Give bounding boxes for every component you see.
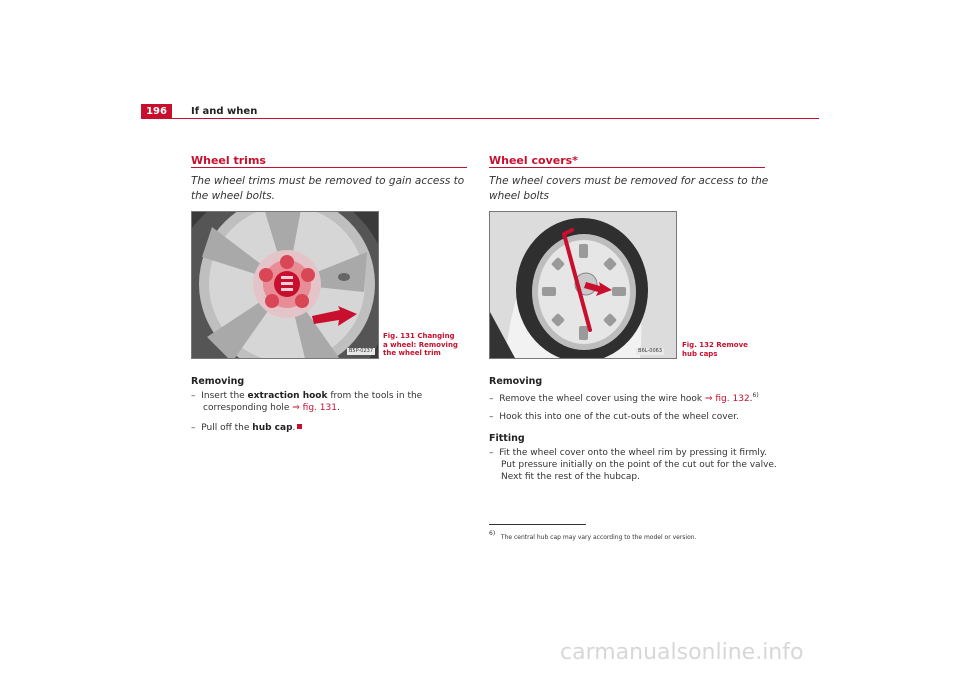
figure-code: B5P-0237 xyxy=(348,348,373,354)
fitting-heading: Fitting xyxy=(489,433,525,444)
figure-link[interactable]: ⇒ fig. 132 xyxy=(704,394,750,404)
section-heading-wheel-trims: Wheel trims xyxy=(191,154,266,167)
page-number: 196 xyxy=(141,104,172,119)
instruction-step: – Pull off the hub cap. xyxy=(191,422,478,434)
section-heading-wheel-covers: Wheel covers* xyxy=(489,154,578,167)
watermark: carmanualsonline.info xyxy=(560,640,804,665)
removing-heading: Removing xyxy=(191,376,245,387)
figure-caption: Fig. 131 Changing a wheel: Removing the wheel trim xyxy=(383,332,458,357)
section-rule xyxy=(489,167,765,168)
figure-code: B6L-0063 xyxy=(638,348,662,354)
figure-caption: Fig. 132 Remove hub caps xyxy=(682,341,748,358)
instruction-step: – Fit the wheel cover onto the wheel rim by pressing it firmly. Put pressure initially on the point of the cut out for the valve. Next fit the rest of the hubcap. xyxy=(489,448,777,482)
instruction-step: – Insert the extraction hook from the tools in the corresponding hole ⇒ fig. 131. xyxy=(191,391,423,413)
footnote-ref: 6) xyxy=(752,392,759,399)
wheel-cover-illustration xyxy=(490,212,676,358)
header-rule xyxy=(141,118,819,119)
instruction-step: – Hook this into one of the cut-outs of the wheel cover. xyxy=(489,412,739,422)
wheel-trim-illustration xyxy=(192,212,378,358)
section-intro: The wheel covers must be removed for access to the wheel bolts xyxy=(489,175,769,202)
instruction-step: – Remove the wheel cover using the wire hook ⇒ fig. 132.$^{6)}$ xyxy=(489,392,759,404)
figure-wheel-trim xyxy=(191,211,379,359)
footnote-rule xyxy=(489,524,586,525)
removing-heading: Removing xyxy=(489,376,543,387)
chapter-title: If and when xyxy=(191,106,258,117)
end-mark-icon xyxy=(297,424,302,429)
figure-wheel-cover xyxy=(489,211,677,359)
section-intro: The wheel trims must be removed to gain access to the wheel bolts. xyxy=(191,175,465,202)
footnote: 6) The central hub cap may vary according to the model or version. xyxy=(489,530,697,541)
figure-link[interactable]: ⇒ fig. 131 xyxy=(292,403,337,413)
section-rule xyxy=(191,167,467,168)
